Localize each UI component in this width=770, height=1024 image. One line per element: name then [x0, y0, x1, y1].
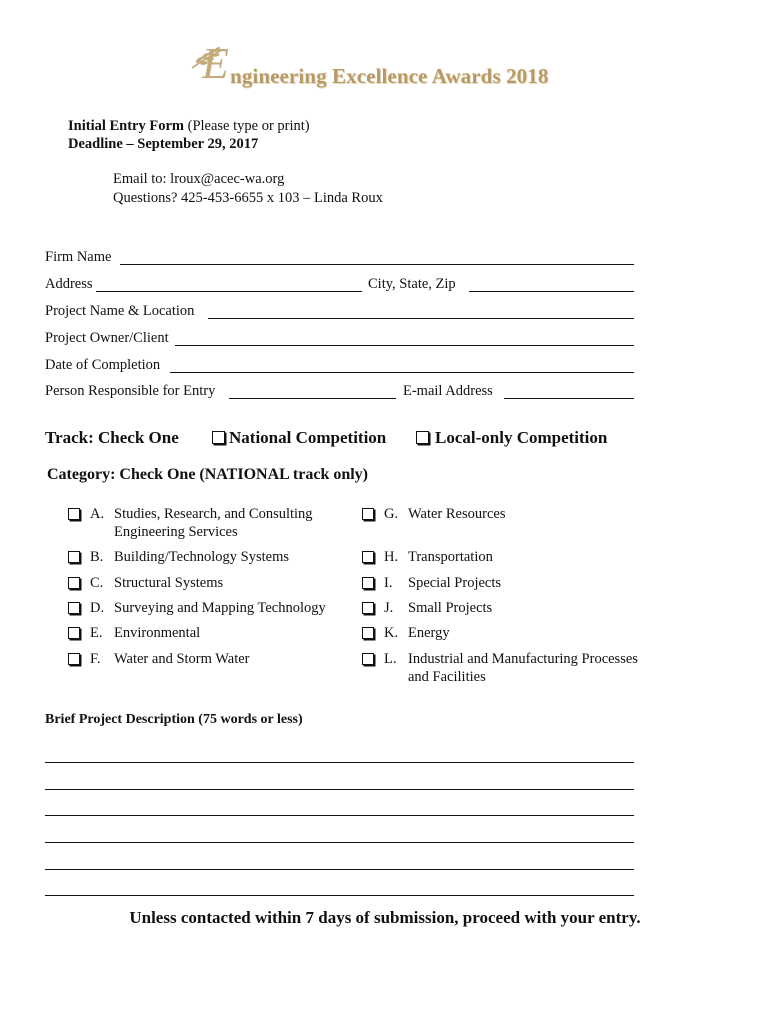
description-line[interactable]	[45, 869, 634, 870]
city-state-zip-field[interactable]	[469, 291, 634, 292]
footer-note-text: Unless contacted within 7 days of submission, proceed with your entry.	[129, 908, 641, 927]
person-responsible-label: Person Responsible for Entry	[45, 383, 216, 399]
deadline: Deadline – September 29, 2017	[68, 136, 259, 152]
category-text: Surveying and Mapping Technology	[114, 600, 326, 616]
project-owner-client-field[interactable]	[175, 345, 634, 346]
description-line[interactable]	[45, 895, 634, 896]
checkbox-icon[interactable]	[68, 602, 80, 614]
category-letter: B.	[90, 549, 104, 565]
category-letter: I.	[384, 575, 393, 591]
track-local-label: Local-only Competition	[435, 428, 608, 447]
footer-note	[0, 908, 770, 928]
checkbox-icon[interactable]	[362, 627, 374, 639]
category-text: Small Projects	[408, 600, 493, 616]
track-national-option[interactable]	[212, 428, 386, 448]
description-line[interactable]	[45, 789, 634, 790]
category-label: Category: Check One (NATIONAL track only)	[47, 466, 369, 483]
city-state-zip-label: City, State, Zip	[368, 276, 456, 292]
category-text: Transportation	[408, 549, 493, 565]
category-letter: D.	[90, 600, 105, 616]
category-letter: F.	[90, 651, 101, 667]
project-name-location-field[interactable]	[208, 318, 634, 319]
national-checkbox-icon[interactable]	[212, 431, 225, 444]
category-letter: C.	[90, 575, 104, 591]
description-line[interactable]	[45, 815, 634, 816]
category-text: Water Resources	[408, 506, 506, 522]
date-of-completion-field[interactable]	[170, 372, 634, 373]
checkbox-icon[interactable]	[68, 577, 80, 589]
category-text: Studies, Research, and Consulting Engineering Services	[114, 506, 313, 540]
category-text: Industrial and Manufacturing Processes and Facilities	[408, 651, 638, 685]
firm-name-field[interactable]	[120, 264, 634, 265]
description-line[interactable]	[45, 842, 634, 843]
form-title: Initial Entry Form	[68, 118, 184, 134]
category-text: Special Projects	[408, 575, 502, 591]
category-letter: L.	[384, 651, 397, 667]
form-note: (Please type or print)	[184, 118, 310, 134]
track-national-label: National Competition	[229, 428, 387, 447]
checkbox-icon[interactable]	[68, 627, 80, 639]
awards-header	[190, 39, 610, 92]
checkbox-icon[interactable]	[362, 508, 374, 520]
page-title: ngineering Excellence Awards 2018	[230, 64, 549, 88]
date-of-completion-label: Date of Completion	[45, 357, 161, 373]
category-text: Energy	[408, 625, 450, 641]
address-field[interactable]	[96, 291, 362, 292]
checkbox-icon[interactable]	[362, 577, 374, 589]
description-line[interactable]	[45, 762, 634, 763]
email-address-field[interactable]	[504, 398, 634, 399]
checkbox-icon[interactable]	[68, 551, 80, 563]
local-checkbox-icon[interactable]	[416, 431, 429, 444]
category-letter: E.	[90, 625, 103, 641]
description-label: Brief Project Description (75 words or less)	[45, 712, 303, 727]
category-letter: G.	[384, 506, 399, 522]
form-title-line	[68, 117, 310, 135]
category-letter: K.	[384, 625, 399, 641]
checkbox-icon[interactable]	[362, 551, 374, 563]
project-name-location-label: Project Name & Location	[45, 303, 195, 319]
category-letter: J.	[384, 600, 394, 616]
person-responsible-field[interactable]	[229, 398, 396, 399]
track-label: Track: Check One	[45, 428, 179, 447]
category-text: Building/Technology Systems	[114, 549, 289, 565]
firm-name-label: Firm Name	[45, 249, 112, 265]
track-local-option[interactable]	[416, 428, 607, 448]
checkbox-icon[interactable]	[362, 653, 374, 665]
email-to: Email to: lroux@acec-wa.org	[113, 171, 285, 187]
project-owner-client-label: Project Owner/Client	[45, 330, 169, 346]
title-initial: E	[202, 39, 229, 88]
category-text: Environmental	[114, 625, 201, 641]
checkbox-icon[interactable]	[68, 653, 80, 665]
category-letter: H.	[384, 549, 399, 565]
checkbox-icon[interactable]	[68, 508, 80, 520]
questions-contact: Questions? 425-453-6655 x 103 – Linda Roux	[113, 190, 383, 206]
email-address-label: E-mail Address	[403, 383, 493, 399]
category-letter: A.	[90, 506, 105, 522]
checkbox-icon[interactable]	[362, 602, 374, 614]
category-text: Water and Storm Water	[114, 651, 250, 667]
address-label: Address	[45, 276, 93, 292]
category-text: Structural Systems	[114, 575, 224, 591]
